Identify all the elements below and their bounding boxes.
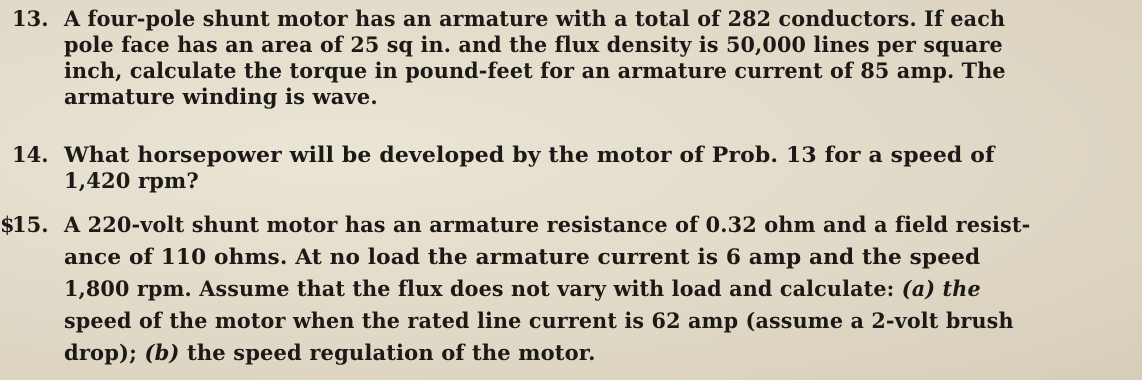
problem-text-fragment: the speed regulation of the motor. xyxy=(186,340,596,365)
problem-text-fragment: drop); xyxy=(64,340,138,365)
problem-text-line: A 220-volt shunt motor has an armature resistance of 0.32 ohm and a field resist- xyxy=(64,212,1031,237)
problem-text-line xyxy=(64,276,981,301)
problem-text-line: 1,420 rpm? xyxy=(64,168,199,193)
part-b-label: (b) xyxy=(144,340,180,365)
problem-text-line: pole face has an area of 25 sq in. and the flux density is 50,000 lines per square xyxy=(64,32,1003,57)
problem-text-line: armature winding is wave. xyxy=(64,84,378,109)
problem-number: 13. xyxy=(12,6,49,31)
problem-text-line xyxy=(64,340,596,365)
problem-text-line: What horsepower will be developed by the motor of Prob. 13 for a speed of xyxy=(64,142,995,167)
margin-mark: $ xyxy=(0,212,15,237)
problem-text-line: A four-pole shunt motor has an armature with a total of 282 conductors. If each xyxy=(64,6,1006,31)
problem-text-fragment: 1,800 rpm. Assume that the flux does not vary with load and calculate: xyxy=(64,276,895,301)
problem-text-line: ance of 110 ohms. At no load the armature current is 6 amp and the speed xyxy=(64,244,981,269)
problem-text-line: inch, calculate the torque in pound-feet for an armature current of 85 amp. The xyxy=(64,58,1006,83)
part-a-label: (a) the xyxy=(901,276,981,301)
problem-text-line: speed of the motor when the rated line current is 62 amp (assume a 2-volt brush xyxy=(64,308,1014,333)
problem-number: 14. xyxy=(12,142,49,167)
problem-number: 15. xyxy=(12,212,49,237)
